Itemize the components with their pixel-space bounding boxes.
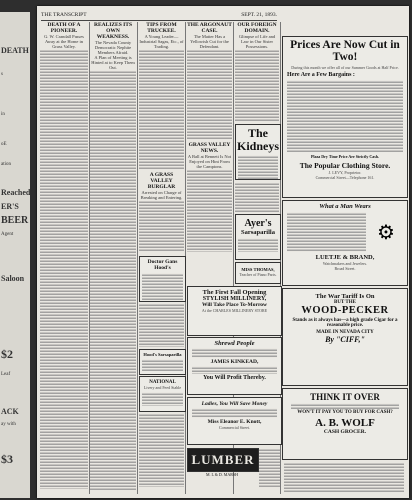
ad-text	[238, 155, 278, 180]
bottom-right-text	[284, 462, 404, 492]
column-3-lower	[139, 413, 184, 487]
grocer-role: CASH GROCER.	[323, 429, 367, 435]
article-text	[284, 462, 404, 492]
article-text	[139, 49, 184, 169]
article-text	[259, 448, 280, 488]
why-cash: WON'T IT PAY YOU TO BUY FOR CASH?	[297, 410, 393, 415]
marsh-firm: M. L & D. MARSH	[205, 472, 239, 477]
fall-title: The First Fall Opening	[202, 289, 267, 296]
article-text	[90, 70, 136, 490]
fall-opening-ad	[187, 286, 282, 336]
ladies-ad	[187, 397, 282, 445]
shop-desc: Watchmakers and Jewelers.	[322, 261, 368, 266]
shop-street: Broad Street.	[334, 266, 356, 271]
ad-text	[142, 359, 183, 371]
subheadline: Glimpse of Life and Law in Our Sister Possessions.	[238, 34, 276, 49]
left-scrap-text: Agent	[1, 232, 14, 237]
left-scrap-text: Saloon	[1, 274, 25, 283]
left-scrap-text: $3	[1, 452, 13, 466]
teacher-name: MISS THOMAS,	[241, 267, 275, 272]
left-scrap-text: DEATH	[1, 46, 29, 55]
article-text	[139, 303, 184, 347]
left-scrap-text: in	[1, 112, 5, 117]
think-title: THINK IT OVER	[310, 392, 380, 402]
article-text	[139, 413, 184, 487]
profit-line: You Will Profit Thereby.	[203, 375, 266, 381]
woodpecker-name: WOOD-PECKER	[301, 305, 389, 316]
store-location: At the CHARLES MILLINERY STORE	[201, 308, 268, 313]
teacher-ad	[235, 262, 281, 284]
ad-text	[192, 408, 277, 418]
ad-text	[142, 273, 183, 302]
column-5-text	[235, 182, 279, 212]
headline: GRASS VALLEY NEWS.	[188, 142, 231, 154]
prices-cut-ad	[282, 36, 408, 198]
store-address: Commercial Street—Telephone 161.	[315, 175, 375, 180]
headline: OUR FOREIGN DOMAIN.	[237, 22, 277, 34]
paper-name: THE TRANSCRIPT	[41, 12, 87, 18]
shrewd-people-ad	[187, 337, 282, 395]
subheadline: Arrested on Charge of Breaking and Entering.	[140, 190, 183, 200]
think-it-over-ad	[282, 388, 408, 460]
hoods-ad	[139, 349, 186, 375]
kidneys-title: The Kidneys	[236, 126, 279, 153]
made-in: MADE IN NEVADA CITY	[316, 330, 374, 335]
ayers-subtitle: Sarsaparilla	[241, 229, 275, 236]
livery-sub: Livery and Feed Stable	[143, 385, 182, 390]
article-text	[40, 49, 88, 489]
kinkead-name: JAMES KINKEAD,	[210, 359, 259, 365]
shop-name: LUETJE & BRAND,	[315, 254, 375, 261]
livery-title: NATIONAL	[149, 380, 176, 385]
headline: TIPS FROM TRUCKEE.	[146, 22, 177, 34]
headline: A GRASS VALLEY BURGLAR	[147, 172, 176, 190]
subheadline: The Matter Has a Yellowish Cut for the Defendant.	[190, 34, 229, 49]
wears-title: What a Man Wears	[319, 203, 371, 210]
ad-text	[142, 392, 183, 406]
prices-title: Prices Are Now Cut in Two!	[290, 39, 400, 63]
subheadline: G. W. Crandall Passes Away at the Home in Grass Valley.	[44, 34, 84, 49]
subheadline: A Young Leader—Industrial Sagas, Etc., of Trading.	[139, 34, 184, 49]
ad-text	[192, 366, 277, 374]
ayers-ad	[235, 214, 281, 260]
woodpecker-ad	[282, 288, 408, 386]
subheadline: A Ball at Bennett Is Not Enjoyed on Hint From the Camptons.	[187, 154, 232, 169]
bargains-list	[287, 80, 403, 152]
wolf-name: A. B. WOLF	[315, 417, 375, 429]
bicycle-figure-icon: ⚙	[377, 221, 395, 244]
doctor-title: Doctor Gans Hood's	[147, 259, 178, 271]
hoods-title: Hood's Sarsaparilla	[143, 352, 182, 357]
war-tariff: The War Tariff Is On	[315, 293, 375, 300]
proprietor: J. LEVY, Proprietor.	[328, 170, 362, 175]
left-scrap-text: BEER	[1, 215, 29, 226]
lumber-title: LUMBER	[191, 452, 255, 467]
left-scrap-text: s	[1, 72, 3, 77]
knott-street: Commercial Street.	[218, 425, 251, 430]
lumber-side-text	[259, 448, 280, 488]
left-scrap-text: Leaf	[1, 372, 11, 377]
left-scrap-text: ation	[1, 162, 11, 167]
popular-store: The Popular Clothing Store.	[299, 161, 391, 170]
left-scrap-text: oE	[1, 142, 7, 147]
man-wears-ad	[282, 200, 408, 286]
headline: THE ARGONAUT CASE.	[187, 22, 232, 34]
by-ciff: By "CIFF,"	[325, 335, 365, 344]
but-the: BUT THE	[334, 300, 356, 305]
ad-text	[291, 403, 399, 409]
article-text	[235, 182, 279, 212]
knott-name: Miss Eleanor E. Knott,	[207, 419, 262, 425]
left-scrap-text: ay with	[1, 422, 16, 427]
column-3-text	[139, 303, 184, 347]
subheadline: A Plan of Meeting is Hinted at to Keep Them Out.	[91, 55, 135, 70]
newspaper-page	[37, 6, 409, 498]
teacher-desc: Teacher of Piano Parts.	[239, 272, 277, 277]
masthead	[41, 10, 277, 21]
column-5	[235, 22, 279, 122]
headline: DEATH OF A PIONEER.	[47, 22, 81, 34]
headline: REALIZES ITS OWN WEAKNESS.	[93, 22, 133, 40]
livery-ad	[139, 376, 186, 412]
left-scrap-text: Reached	[1, 188, 30, 197]
column-1	[40, 22, 88, 494]
left-scrap-text: $2	[1, 347, 13, 361]
bargains-heading: Here Are a Few Bargains :	[287, 72, 355, 78]
kidneys-ad	[235, 124, 281, 180]
lumber-ad	[187, 448, 259, 472]
prices-intro: During this month we offer all of our Summer Goods at Half Price.	[291, 65, 399, 70]
ayers-title: Ayer's	[244, 218, 272, 229]
article-text	[187, 169, 232, 252]
adjacent-page-strip	[0, 12, 30, 498]
ad-text	[192, 348, 277, 358]
cash-note: Plaza Dry Time Price Are Strictly Cash.	[310, 154, 380, 159]
column-3	[139, 22, 184, 252]
millinery: STYLISH MILLINERY,	[202, 296, 267, 302]
will-take-place: Will Take Place To-Morrow	[201, 302, 268, 308]
column-2	[90, 22, 136, 494]
doctor-ad	[139, 256, 186, 302]
column-4	[187, 22, 232, 252]
subheadline: The Nevada County Democratic Nephite Members Afraid.	[94, 40, 132, 55]
left-scrap-text: ACK	[1, 407, 19, 416]
column-rule	[137, 22, 138, 494]
ad-text	[287, 212, 366, 252]
shrewd-title: Shrewd People	[214, 340, 255, 347]
cigar-line: Stands as it always has—a high grade Cigar for a reasonable price.	[292, 318, 398, 328]
issue-date: SEPT. 21, 1893.	[241, 12, 277, 18]
ad-text	[238, 238, 278, 252]
article-text	[235, 49, 279, 122]
article-text	[139, 200, 184, 252]
ladies-title: Ladies, You Will Save Money	[201, 401, 268, 407]
left-scrap-text: ER'S	[1, 202, 19, 211]
article-text	[187, 49, 232, 139]
